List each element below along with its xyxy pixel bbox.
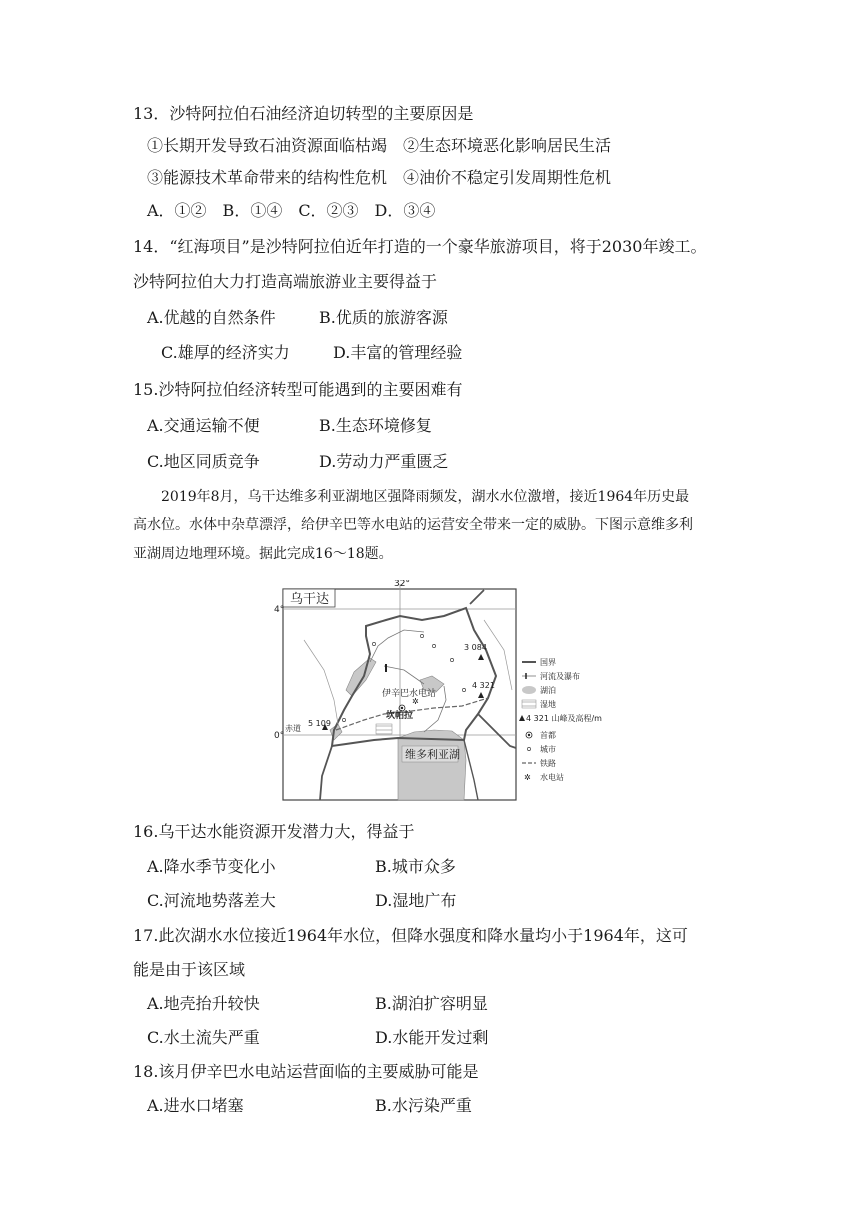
hydro-station-icon: ✲ [412, 697, 419, 706]
q14-option-d: D.丰富的管理经验 [333, 343, 463, 362]
legend-border: 国界 [540, 658, 556, 667]
legend-wetland-symbol [522, 700, 536, 708]
legend-hydro: 水电站 [540, 773, 564, 782]
longitude-32-label: 32° [394, 580, 410, 589]
q17-option-b: B.湖泊扩容明显 [375, 994, 488, 1013]
peak3-label: 5 109 [308, 719, 331, 728]
q15-option-b: B.生态环境修复 [319, 416, 432, 435]
q15-option-c: C.地区同质竞争 [147, 452, 260, 471]
legend-lake-symbol [522, 686, 536, 694]
q18-option-b: B.水污染严重 [375, 1096, 472, 1115]
q17-option-d: D.水能开发过剩 [375, 1028, 489, 1047]
q16-stem: 16.乌干达水能资源开发潜力大，得益于 [133, 822, 415, 841]
hydro-station-label: 伊辛巴水电站 [382, 689, 437, 699]
q15-option-d: D.劳动力严重匮乏 [319, 452, 449, 471]
passage-line2: 高水位。水体中杂草漂浮，给伊辛巴等水电站的运营安全带来一定的威胁。下图示意维多利 [133, 517, 693, 533]
map-graphic [274, 580, 604, 804]
q13-options-line2: ③能源技术革命带来的结构性危机 ④油价不稳定引发周期性危机 [147, 168, 612, 187]
q17-option-c: C.水土流失严重 [147, 1028, 260, 1047]
legend-peak: 4 321 山峰及高程/m [526, 714, 602, 723]
q15-option-a: A.交通运输不便 [147, 416, 260, 435]
q17-option-a: A.地壳抬升较快 [147, 994, 260, 1013]
q16-option-a: A.降水季节变化小 [147, 857, 276, 876]
q17-stem-line1: 17.此次湖水水位接近1964年水位，但降水强度和降水量均小于1964年，这可 [133, 926, 688, 945]
lake-victoria-label: 维多利亚湖 [405, 748, 460, 761]
latitude-0-label: 0° [274, 731, 285, 741]
q14-stem-line1: 14．“红海项目”是沙特阿拉伯近年打造的一个豪华旅游项目，将于2030年竣工。 [133, 237, 707, 256]
peak2-label: 4 321 [472, 681, 495, 690]
wetland-patch [376, 724, 392, 734]
legend-city-symbol [527, 747, 530, 750]
legend-railway: 铁路 [540, 759, 556, 768]
q16-option-b: B.城市众多 [375, 857, 456, 876]
q13-answers: A．①② B．①④ C．②③ D．③④ [147, 201, 436, 220]
q14-stem-line2: 沙特阿拉伯大力打造高端旅游业主要得益于 [133, 272, 438, 291]
q14-option-a: A.优越的自然条件 [147, 308, 276, 327]
map-legend [519, 658, 602, 782]
legend-hydro-symbol: ✲ [524, 773, 531, 782]
q13-options-line1: ①长期开发导致石油资源面临枯竭 ②生态环境恶化影响居民生活 [147, 136, 612, 155]
peak1-label: 3 084 [464, 643, 487, 652]
q14-option-b: B.优质的旅游客源 [319, 308, 448, 327]
q15-stem: 15.沙特阿拉伯经济转型可能遇到的主要困难有 [133, 380, 463, 399]
q16-option-c: C.河流地势落差大 [147, 891, 276, 910]
q18-option-a: A.进水口堵塞 [147, 1096, 244, 1115]
map-title: 乌干达 [290, 592, 330, 607]
q18-stem: 18.该月伊辛巴水电站运营面临的主要威胁可能是 [133, 1062, 479, 1081]
uganda-map-figure [274, 580, 604, 804]
passage-line1: 2019年8月，乌干达维多利亚湖地区强降雨频发，湖水水位激增，接近1964年历史最 [161, 489, 690, 505]
q16-option-d: D.湿地广布 [375, 891, 457, 910]
legend-capital: 首都 [540, 731, 556, 740]
capital-label: 坎帕拉 [386, 711, 414, 721]
passage-line3: 亚湖周边地理环境。据此完成16～18题。 [133, 546, 393, 562]
equator-label: 赤道 [285, 724, 301, 733]
legend-river: 河流及瀑布 [540, 672, 580, 681]
q14-option-c: C.雄厚的经济实力 [161, 343, 290, 362]
q17-stem-line2: 能是由于该区域 [133, 960, 246, 979]
legend-city: 城市 [540, 745, 556, 754]
latitude-4-label: 4° [274, 605, 285, 615]
capital-marker-dot [401, 707, 403, 709]
q13-stem: 13．沙特阿拉伯石油经济迫切转型的主要原因是 [133, 104, 474, 123]
legend-wetland: 湿地 [540, 700, 556, 709]
legend-lake: 湖泊 [540, 686, 556, 695]
legend-peak-symbol [519, 715, 525, 721]
